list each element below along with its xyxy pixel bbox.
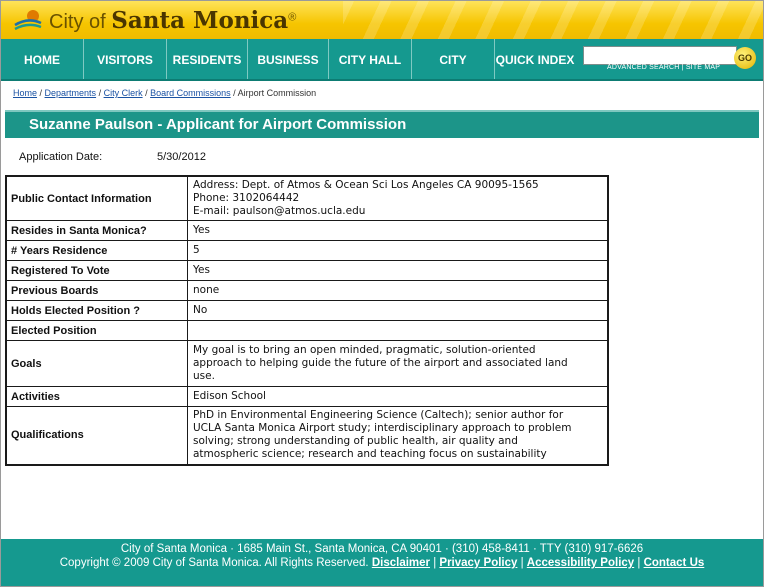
row-value-line: No <box>193 304 208 316</box>
breadcrumb-departments[interactable]: Departments <box>44 88 97 98</box>
row-label: Holds Elected Position ? <box>6 301 188 321</box>
table-row <box>6 281 608 301</box>
table-row <box>6 301 608 321</box>
row-value-line: Address: Dept. of Atmos & Ocean Sci Los Angeles CA 90095-1565 <box>193 179 539 191</box>
application-date-value: 5/30/2012 <box>157 151 206 163</box>
footer-address: City of Santa Monica · 1685 Main St., Santa Monica, CA 90401 · (310) 458-8411 · TTY (310) 917-6626 <box>120 543 644 555</box>
breadcrumb-city-clerk[interactable]: City Clerk <box>103 88 143 98</box>
nav-business[interactable]: BUSINESS <box>248 39 329 79</box>
nav-city-hall[interactable]: CITY HALL <box>329 39 412 79</box>
row-label: Public Contact Information <box>6 176 188 221</box>
row-label: Activities <box>6 387 188 407</box>
table-row <box>6 176 608 221</box>
row-label: Registered To Vote <box>6 261 188 281</box>
footer-contact-link[interactable]: Contact Us <box>643 557 705 569</box>
pier-sun-icon <box>13 7 43 33</box>
footer-copyright: Copyright © 2009 City of Santa Monica. All Rights Reserved. <box>59 557 369 569</box>
row-label: Resides in Santa Monica? <box>6 221 188 241</box>
row-value-line: Phone: 3102064442 <box>193 192 300 204</box>
row-label: Elected Position <box>6 321 188 341</box>
application-date-label: Application Date: <box>19 151 103 163</box>
site-logo[interactable] <box>49 7 296 34</box>
row-value <box>188 241 609 261</box>
footer-copyright-line: Copyright © 2009 City of Santa Monica. All Rights Reserved. Disclaimer | Privacy Policy | Accessibility Policy | Contact Us <box>59 557 705 569</box>
nav-home[interactable]: HOME <box>1 39 84 79</box>
row-label: Goals <box>6 341 188 387</box>
row-value <box>188 281 609 301</box>
row-value <box>188 387 609 407</box>
row-value-line: My goal is to bring an open minded, pragmatic, solution-oriented <box>193 344 536 356</box>
row-value-line: atmospheric science; research and teaching focus on sustainability <box>193 448 547 461</box>
page-title-bar <box>5 110 759 138</box>
breadcrumb-board-commissions[interactable]: Board Commissions <box>150 88 231 98</box>
row-value-line: 5 <box>193 244 200 256</box>
table-row <box>6 341 608 387</box>
logo-name: Santa Monica <box>111 7 289 34</box>
table-row <box>6 387 608 407</box>
table-row <box>6 407 608 465</box>
table-row <box>6 261 608 281</box>
logo-mark: ® <box>288 11 297 24</box>
search-input[interactable] <box>583 46 737 65</box>
logo-prefix: City of <box>49 11 106 33</box>
row-value-line: Yes <box>193 224 210 236</box>
row-value-line: approach to helping guide the future of the airport and associated land <box>193 357 568 369</box>
table-row <box>6 321 608 341</box>
table-row <box>6 241 608 261</box>
row-value <box>188 261 609 281</box>
nav-city-services[interactable]: CITY SERVICES <box>412 39 495 79</box>
header-decoration <box>343 1 763 39</box>
row-value-line: Edison School <box>193 390 266 402</box>
breadcrumb-home[interactable]: Home <box>13 88 38 98</box>
footer-disclaimer-link[interactable]: Disclaimer <box>371 557 431 569</box>
row-value <box>188 341 609 387</box>
row-label: # Years Residence <box>6 241 188 261</box>
page-title: Suzanne Paulson - Applicant for Airport Commission <box>29 116 407 133</box>
row-value-line: PhD in Environmental Engineering Science (Caltech); senior author for <box>193 409 564 422</box>
nav-residents[interactable]: RESIDENTS <box>167 39 248 79</box>
row-value <box>188 176 609 221</box>
breadcrumb: Home / Departments / City Clerk / Board Commissions / Airport Commission <box>13 88 317 98</box>
row-value <box>188 321 609 341</box>
footer-privacy-link[interactable]: Privacy Policy <box>439 557 518 569</box>
row-value-line: UCLA Santa Monica Airport study; interdisciplinary approach to problem <box>193 422 572 435</box>
search-go-button[interactable]: GO <box>734 47 756 69</box>
row-value-line: none <box>193 284 220 296</box>
nav-quick-index[interactable]: QUICK INDEX <box>495 53 575 67</box>
row-value <box>188 221 609 241</box>
row-value <box>188 301 609 321</box>
site-footer <box>1 539 763 586</box>
breadcrumb-current: Airport Commission <box>237 88 317 98</box>
row-label: Previous Boards <box>6 281 188 301</box>
site-map-link[interactable]: SITE MAP <box>685 64 721 71</box>
footer-accessibility-link[interactable]: Accessibility Policy <box>526 557 635 569</box>
table-row <box>6 221 608 241</box>
site-header <box>1 1 763 39</box>
row-value-line: solving; strong understanding of public health, air quality and <box>193 435 518 448</box>
row-value <box>188 407 609 465</box>
row-value-line: use. <box>193 370 215 382</box>
row-value-line: Yes <box>193 264 210 276</box>
search-links: ADVANCED SEARCH | SITE MAP <box>607 64 721 71</box>
row-label: Qualifications <box>6 407 188 465</box>
row-value-line <box>193 324 602 337</box>
advanced-search-link[interactable]: ADVANCED SEARCH <box>607 64 680 71</box>
applicant-table <box>5 175 609 466</box>
nav-visitors[interactable]: VISITORS <box>84 39 167 79</box>
row-value-line: E-mail: paulson@atmos.ucla.edu <box>193 205 366 217</box>
